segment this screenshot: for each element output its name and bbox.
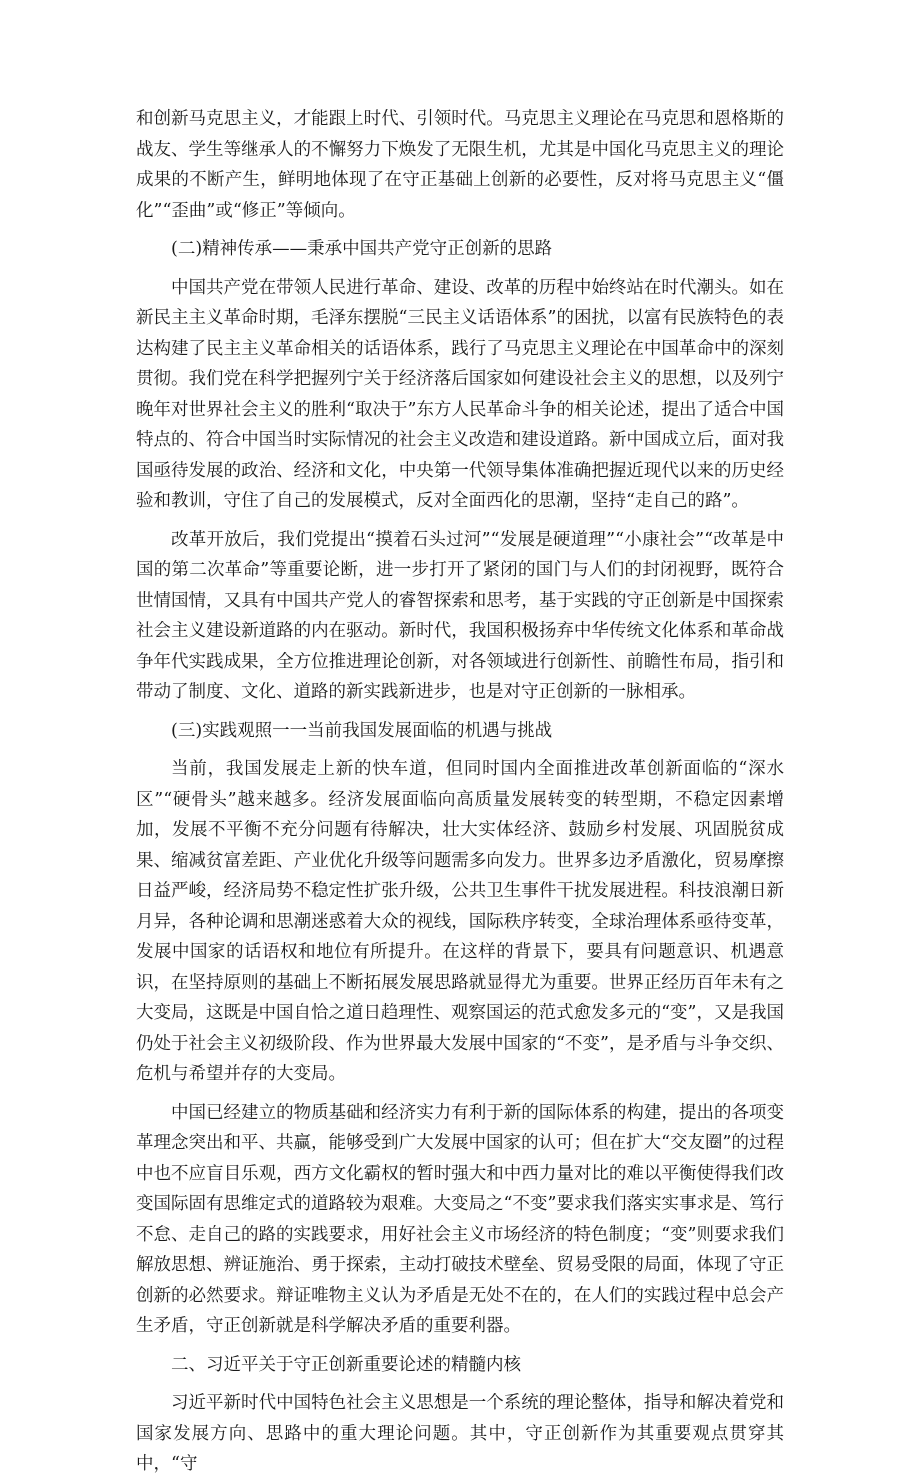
paragraph-opportunities-challenges: 当前，我国发展走上新的快车道，但同时国内全面推进改革创新面临的“深水区”“硬骨头”越来越多。经济发展面临向高质量发展转变的转型期，不稳定因素增加，发展不平衡不充分问题有待解决，壮大实体经济、鼓励乡村发展、巩固脱贫成果、缩减贫富差距、产业优化升级等问题需多向发力。世界多边矛盾激化，贸易摩擦日益严峻，经济局势不稳定性扩张升级，公共卫生事件干扰发展进程。科技浪潮日新月异，各种论调和思潮迷惑着大众的视线，国际秩序转变，全球治理体系亟待变革，发展中国家的话语权和地位有所提升。在这样的背景下，要具有问题意识、机遇意识，在坚持原则的基础上不断拓展发展思路就显得尤为重要。世界正经历百年未有之大变局，这既是中国自恰之道日趋理性、观察国运的范式愈发多元的“变”，又是我国仍处于社会主义初级阶段、作为世界最大发展中国家的“不变”，是矛盾与斗争交织、危机与希望并存的大变局。 xyxy=(136,759,784,1084)
section-heading-core-essence: 二、习近平关于守正创新重要论述的精髓内核 xyxy=(171,1354,521,1375)
paragraph-reform-opening: 改革开放后，我们党提出“摸着石头过河”“发展是硬道理”“小康社会”“改革是中国的第二次革命”等重要论断，进一步打开了紧闭的国门与人们的封闭视野，既符合世情国情，又具有中国共产党人的睿智探索和思考，基于实践的守正创新是中国探索社会主义建设新道路的内在驱动。新时代，我国积极扬弃中华传统文化体系和革命战争年代实践成果，全方位推进理论创新，对各领域进行创新性、前瞻性布局，指引和带动了制度、文化、道路的新实践新进步，也是对守正创新的一脉相承。 xyxy=(136,529,784,702)
section-heading-practice: (三)实践观照一一当前我国发展面临的机遇与挑战 xyxy=(171,720,553,741)
section-heading-spirit-inheritance: (二)精神传承——秉承中国共产党守正创新的思路 xyxy=(171,239,553,259)
paragraph-cpc-history: 中国共产党在带领人民进行革命、建设、改革的历程中始终站在时代潮头。如在新民主主义革命时期，毛泽东摆脱“三民主义话语体系”的困扰，以富有民族特色的表达构建了民主主义革命相关的话语体系，践行了马克思主义理论在中国革命中的深刻贯彻。我们党在科学把握列宁关于经济落后国家如何建设社会主义的思想，以及列宁晚年对世界社会主义的胜利“取决于”东方人民革命斗争的相关论述，提出了适合中国特点的、符合中国当时实际情况的社会主义改造和建设道路。新中国成立后，面对我国亟待发展的政治、经济和文化，中央第一代领导集体准确把握近现代以来的历史经验和教训，守住了自己的发展模式，反对全面西化的思潮，坚持“走自己的路”。 xyxy=(136,277,784,511)
paragraph-international-system: 中国已经建立的物质基础和经济实力有利于新的国际体系的构建，提出的各项变革理念突出和平、共赢，能够受到广大发展中国家的认可；但在扩大“交友圈”的过程中也不应盲目乐观，西方文化霸权的暂时强大和中西力量对比的难以平衡使得我们改变国际固有思维定式的道路较为艰难。大变局之“不变”要求我们落实实事求是、笃行不怠、走自己的路的实践要求，用好社会主义市场经济的特色制度；“变”则要求我们解放思想、辨证施治、勇于探索，主动打破技术壁垒、贸易受限的局面，体现了守正创新的必然要求。辩证唯物主义认为矛盾是无处不在的，在人们的实践过程中总会产生矛盾，守正创新就是科学解决矛盾的重要利器。 xyxy=(136,1102,784,1336)
paragraph-marxism-innovation: 和创新马克思主义，才能跟上时代、引领时代。马克思主义理论在马克思和恩格斯的战友、学生等继承人的不懈努力下焕发了无限生机，尤其是中国化马克思主义的理论成果的不断产生，鲜明地体现了在守正基础上创新的必要性，反对将马克思主义“僵化”“歪曲”或“修正”等倾向。 xyxy=(136,109,784,221)
document-body xyxy=(136,104,784,1480)
paragraph-xi-thought: 习近平新时代中国特色社会主义思想是一个系统的理论整体，指导和解决着党和国家发展方向、思路中的重大理论问题。其中，守正创新作为其重要观点贯穿其中，“守 xyxy=(136,1393,784,1474)
